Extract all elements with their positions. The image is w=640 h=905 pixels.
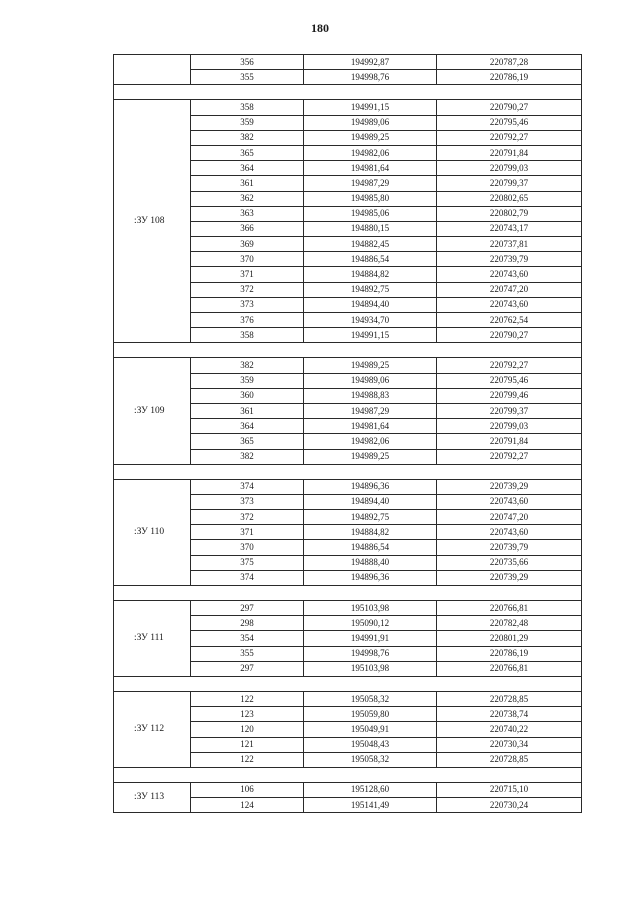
x-coordinate-cell: 194982,06: [304, 145, 437, 160]
table-row: [114, 55, 582, 70]
y-coordinate-cell: 220737,81: [437, 237, 582, 252]
x-coordinate-cell: 195048,43: [304, 737, 437, 752]
x-coordinate-cell: 194892,75: [304, 510, 437, 525]
x-coordinate-cell: 194998,76: [304, 70, 437, 85]
y-coordinate-cell: 220799,37: [437, 403, 582, 418]
point-number-cell: 370: [191, 252, 304, 267]
point-number-cell: 356: [191, 55, 304, 70]
y-coordinate-cell: 220747,20: [437, 282, 582, 297]
y-coordinate-cell: 220795,46: [437, 115, 582, 130]
x-coordinate-cell: 195059,80: [304, 707, 437, 722]
x-coordinate-cell: 194892,75: [304, 282, 437, 297]
x-coordinate-cell: 195128,60: [304, 782, 437, 797]
y-coordinate-cell: 220747,20: [437, 510, 582, 525]
x-coordinate-cell: 195103,98: [304, 661, 437, 676]
x-coordinate-cell: 194988,83: [304, 388, 437, 403]
point-number-cell: 358: [191, 328, 304, 343]
y-coordinate-cell: 220739,79: [437, 540, 582, 555]
point-number-cell: 375: [191, 555, 304, 570]
x-coordinate-cell: 194896,36: [304, 479, 437, 494]
y-coordinate-cell: 220802,65: [437, 191, 582, 206]
y-coordinate-cell: 220790,27: [437, 100, 582, 115]
x-coordinate-cell: 194987,29: [304, 403, 437, 418]
y-coordinate-cell: 220743,60: [437, 267, 582, 282]
y-coordinate-cell: 220740,22: [437, 722, 582, 737]
y-coordinate-cell: 220735,66: [437, 555, 582, 570]
y-coordinate-cell: 220799,03: [437, 161, 582, 176]
point-number-cell: 358: [191, 100, 304, 115]
y-coordinate-cell: 220730,34: [437, 737, 582, 752]
x-coordinate-cell: 194894,40: [304, 494, 437, 509]
point-number-cell: 365: [191, 145, 304, 160]
x-coordinate-cell: 195049,91: [304, 722, 437, 737]
y-coordinate-cell: 220739,29: [437, 479, 582, 494]
point-number-cell: 124: [191, 798, 304, 813]
y-coordinate-cell: 220799,46: [437, 388, 582, 403]
y-coordinate-cell: 220728,85: [437, 752, 582, 767]
point-number-cell: 382: [191, 449, 304, 464]
x-coordinate-cell: 194934,70: [304, 313, 437, 328]
table-row: [114, 782, 582, 797]
y-coordinate-cell: 220743,60: [437, 494, 582, 509]
point-number-cell: 355: [191, 646, 304, 661]
y-coordinate-cell: 220787,28: [437, 55, 582, 70]
point-number-cell: 376: [191, 313, 304, 328]
y-coordinate-cell: 220739,29: [437, 570, 582, 585]
y-coordinate-cell: 220799,37: [437, 176, 582, 191]
parcel-name-cell: :ЗУ 110: [114, 479, 191, 585]
point-number-cell: 297: [191, 601, 304, 616]
x-coordinate-cell: 194987,29: [304, 176, 437, 191]
point-number-cell: 373: [191, 297, 304, 312]
y-coordinate-cell: 220738,74: [437, 707, 582, 722]
y-coordinate-cell: 220728,85: [437, 691, 582, 706]
point-number-cell: 371: [191, 267, 304, 282]
x-coordinate-cell: 194880,15: [304, 221, 437, 236]
y-coordinate-cell: 220801,29: [437, 631, 582, 646]
point-number-cell: 360: [191, 388, 304, 403]
point-number-cell: 361: [191, 176, 304, 191]
y-coordinate-cell: 220791,84: [437, 434, 582, 449]
point-number-cell: 382: [191, 358, 304, 373]
x-coordinate-cell: 194989,06: [304, 115, 437, 130]
point-number-cell: 369: [191, 237, 304, 252]
table-row: [114, 691, 582, 706]
point-number-cell: 123: [191, 707, 304, 722]
point-number-cell: 121: [191, 737, 304, 752]
point-number-cell: 122: [191, 752, 304, 767]
y-coordinate-cell: 220766,81: [437, 661, 582, 676]
x-coordinate-cell: 195058,32: [304, 752, 437, 767]
point-number-cell: 374: [191, 570, 304, 585]
point-number-cell: 355: [191, 70, 304, 85]
point-number-cell: 361: [191, 403, 304, 418]
x-coordinate-cell: 194991,91: [304, 631, 437, 646]
point-number-cell: 374: [191, 479, 304, 494]
block-separator-row: [114, 676, 582, 691]
point-number-cell: 370: [191, 540, 304, 555]
parcel-name-cell: :ЗУ 112: [114, 691, 191, 767]
y-coordinate-cell: 220743,60: [437, 297, 582, 312]
block-separator-cell: [114, 767, 582, 782]
x-coordinate-cell: 195141,49: [304, 798, 437, 813]
point-number-cell: 298: [191, 616, 304, 631]
x-coordinate-cell: 194992,87: [304, 55, 437, 70]
y-coordinate-cell: 220786,19: [437, 70, 582, 85]
coordinates-table-body: [114, 55, 582, 813]
point-number-cell: 364: [191, 161, 304, 176]
point-number-cell: 120: [191, 722, 304, 737]
x-coordinate-cell: 194888,40: [304, 555, 437, 570]
y-coordinate-cell: 220795,46: [437, 373, 582, 388]
x-coordinate-cell: 194985,06: [304, 206, 437, 221]
block-separator-row: [114, 586, 582, 601]
x-coordinate-cell: 194982,06: [304, 434, 437, 449]
x-coordinate-cell: 195058,32: [304, 691, 437, 706]
block-separator-cell: [114, 85, 582, 100]
table-row: [114, 358, 582, 373]
parcel-name-cell: [114, 55, 191, 85]
parcel-name-cell: :ЗУ 108: [114, 100, 191, 343]
point-number-cell: 362: [191, 191, 304, 206]
point-number-cell: 297: [191, 661, 304, 676]
block-separator-cell: [114, 343, 582, 358]
point-number-cell: 122: [191, 691, 304, 706]
x-coordinate-cell: 194894,40: [304, 297, 437, 312]
x-coordinate-cell: 194981,64: [304, 161, 437, 176]
parcel-name-cell: :ЗУ 113: [114, 782, 191, 812]
block-separator-cell: [114, 464, 582, 479]
block-separator-row: [114, 767, 582, 782]
table-row: [114, 601, 582, 616]
y-coordinate-cell: 220790,27: [437, 328, 582, 343]
block-separator-cell: [114, 586, 582, 601]
point-number-cell: 359: [191, 115, 304, 130]
y-coordinate-cell: 220730,24: [437, 798, 582, 813]
point-number-cell: 372: [191, 510, 304, 525]
point-number-cell: 366: [191, 221, 304, 236]
y-coordinate-cell: 220766,81: [437, 601, 582, 616]
x-coordinate-cell: 195090,12: [304, 616, 437, 631]
y-coordinate-cell: 220782,48: [437, 616, 582, 631]
point-number-cell: 372: [191, 282, 304, 297]
x-coordinate-cell: 194991,15: [304, 328, 437, 343]
point-number-cell: 371: [191, 525, 304, 540]
y-coordinate-cell: 220739,79: [437, 252, 582, 267]
x-coordinate-cell: 194886,54: [304, 540, 437, 555]
point-number-cell: 359: [191, 373, 304, 388]
point-number-cell: 365: [191, 434, 304, 449]
x-coordinate-cell: 194884,82: [304, 267, 437, 282]
x-coordinate-cell: 194989,25: [304, 358, 437, 373]
coordinates-table: [113, 54, 582, 813]
block-separator-row: [114, 85, 582, 100]
y-coordinate-cell: 220792,27: [437, 449, 582, 464]
x-coordinate-cell: 194998,76: [304, 646, 437, 661]
y-coordinate-cell: 220743,17: [437, 221, 582, 236]
point-number-cell: 363: [191, 206, 304, 221]
x-coordinate-cell: 194882,45: [304, 237, 437, 252]
x-coordinate-cell: 194989,25: [304, 449, 437, 464]
table-row: [114, 479, 582, 494]
y-coordinate-cell: 220791,84: [437, 145, 582, 160]
parcel-name-cell: :ЗУ 109: [114, 358, 191, 464]
x-coordinate-cell: 194896,36: [304, 570, 437, 585]
x-coordinate-cell: 194985,80: [304, 191, 437, 206]
x-coordinate-cell: 194981,64: [304, 419, 437, 434]
point-number-cell: 354: [191, 631, 304, 646]
y-coordinate-cell: 220802,79: [437, 206, 582, 221]
block-separator-row: [114, 464, 582, 479]
x-coordinate-cell: 194884,82: [304, 525, 437, 540]
page-number: 180: [311, 21, 329, 35]
point-number-cell: 382: [191, 130, 304, 145]
y-coordinate-cell: 220799,03: [437, 419, 582, 434]
x-coordinate-cell: 194991,15: [304, 100, 437, 115]
x-coordinate-cell: 195103,98: [304, 601, 437, 616]
block-separator-cell: [114, 676, 582, 691]
point-number-cell: 373: [191, 494, 304, 509]
y-coordinate-cell: 220762,54: [437, 313, 582, 328]
point-number-cell: 364: [191, 419, 304, 434]
x-coordinate-cell: 194886,54: [304, 252, 437, 267]
table-row: [114, 100, 582, 115]
y-coordinate-cell: 220792,27: [437, 130, 582, 145]
y-coordinate-cell: 220792,27: [437, 358, 582, 373]
point-number-cell: 106: [191, 782, 304, 797]
block-separator-row: [114, 343, 582, 358]
x-coordinate-cell: 194989,25: [304, 130, 437, 145]
y-coordinate-cell: 220715,10: [437, 782, 582, 797]
parcel-name-cell: :ЗУ 111: [114, 601, 191, 677]
y-coordinate-cell: 220786,19: [437, 646, 582, 661]
x-coordinate-cell: 194989,06: [304, 373, 437, 388]
y-coordinate-cell: 220743,60: [437, 525, 582, 540]
